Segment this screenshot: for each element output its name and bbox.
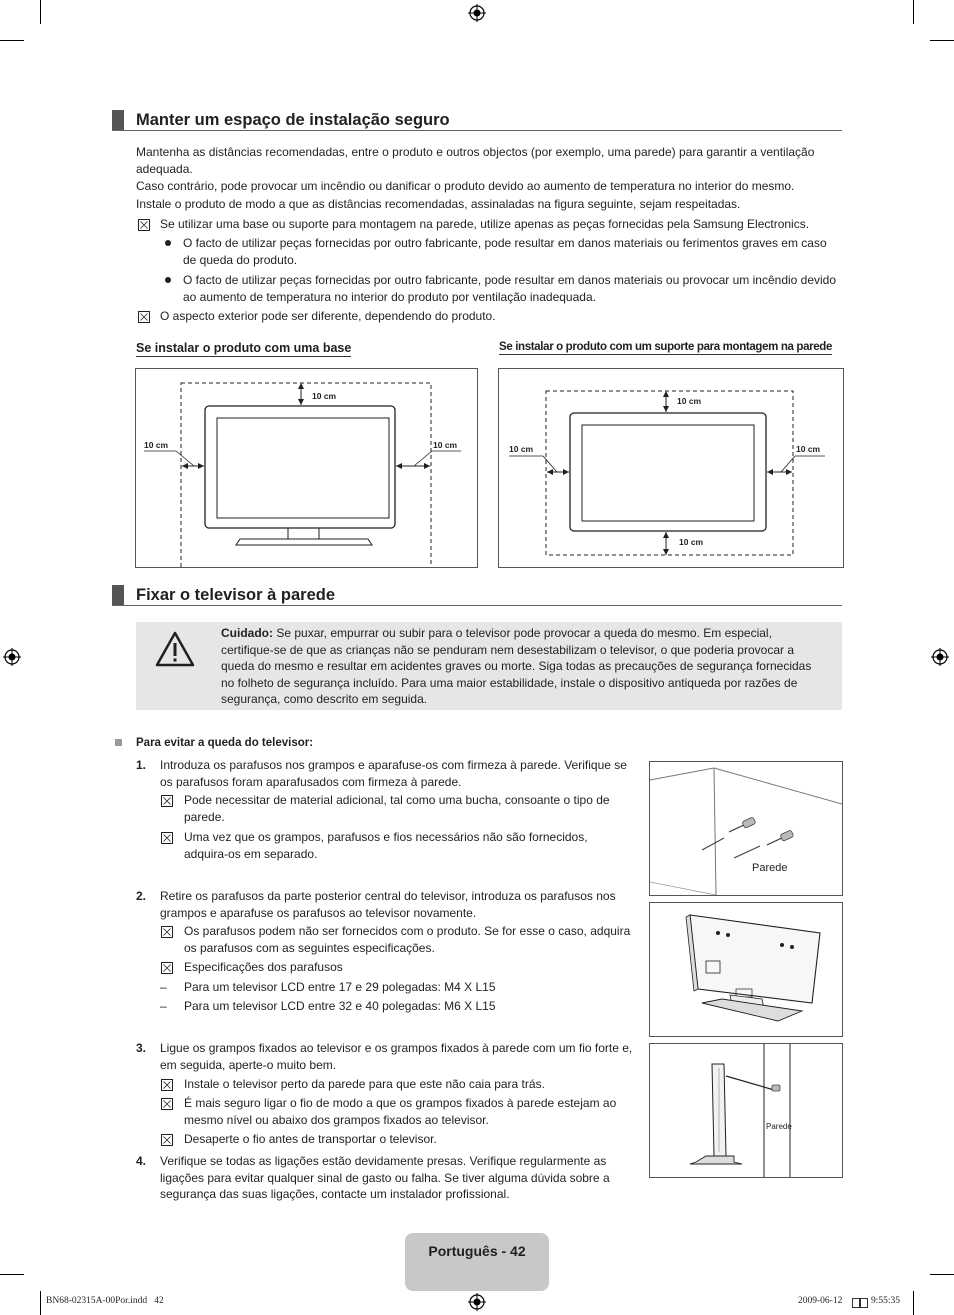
- step-text: Retire os parafusos da parte posterior central do televisor, introduza os parafusos nos grampos e aparafuse os parafusos ao televisor novamente.: [160, 889, 616, 920]
- file-slug: BN68-02315A-00Por.indd 42: [46, 1296, 164, 1306]
- wall-brackets-drawing: [650, 762, 842, 895]
- time-slug: 9:55:35: [871, 1296, 901, 1306]
- registration-mark-icon: [931, 648, 949, 666]
- dash-icon: –: [160, 999, 167, 1013]
- distance-label: 10 cm: [679, 537, 704, 547]
- note-text: Uma vez que os grampos, parafusos e fios necessários não são fornecidos, adquira-os em separado.: [184, 830, 588, 861]
- crop-mark: [40, 0, 41, 24]
- caution-text: Se puxar, empurrar ou subir para o televisor pode provocar a queda do mesmo. Em especial, certifique-se de que as crianças não se penduram nem desestabilizam o televisor, o que poderia provocar a queda do mesmo e resultar em acidentes graves ou morte. Siga todas as precauções de segurança fornecidas no folheto de segurança incluído. Para uma maior estabilidade, instale o dispositivo antiqueda por razões de segurança, como descrito em seguida.: [221, 626, 812, 706]
- note-text: Se utilizar uma base ou suporte para montagem na parede, utilize apenas as peças fornecidas pela Samsung Electronics.: [160, 217, 810, 231]
- crop-mark: [913, 1291, 914, 1315]
- crop-mark: [0, 1274, 24, 1275]
- step-text: Introduza os parafusos nos grampos e aparafuse-os com firmeza à parede. Verifique se os parafusos foram aparafusados com firmeza à parede.: [160, 758, 627, 789]
- section-title-text: Fixar o televisor à parede: [136, 586, 336, 604]
- figure-tv-back: [649, 902, 843, 1037]
- warning-icon: [154, 630, 196, 668]
- section-title: [112, 585, 842, 606]
- bullet-icon: [165, 240, 171, 246]
- figure-wall-title: Se instalar o produto com um suporte para montagem na parede: [499, 341, 833, 353]
- crop-mark: [930, 40, 954, 41]
- distance-label: 10 cm: [796, 444, 821, 454]
- step-number: 3.: [136, 1041, 147, 1055]
- glyph-box-icon: [860, 1298, 868, 1308]
- paragraph: Caso contrário, pode provocar um incêndio ou danificar o produto devido ao aumento de temperatura no interior do mesmo.: [136, 179, 795, 193]
- caution-label: Cuidado:: [221, 626, 273, 640]
- steps-heading: Para evitar a queda do televisor:: [136, 737, 314, 749]
- step-text: Ligue os grampos fixados ao televisor e os grampos fixados à parede com um fio forte e, em seguida, aperte-o muito bem.: [160, 1041, 633, 1072]
- note-text: Desaperte o fio antes de transportar o televisor.: [184, 1132, 437, 1146]
- registration-mark-icon: [468, 4, 486, 22]
- bullet-text: O facto de utilizar peças fornecidas por outro fabricante, pode resultar em danos materiais ou ferimentos graves em caso de queda do produto.: [183, 236, 827, 267]
- registration-mark-icon: [468, 1293, 486, 1311]
- note-icon: [161, 1079, 173, 1091]
- note-icon: [138, 311, 150, 323]
- note-icon: [161, 962, 173, 974]
- crop-mark: [913, 0, 914, 24]
- step-number: 4.: [136, 1154, 147, 1168]
- stand-tv-drawing: [136, 369, 477, 567]
- tv-back-drawing: [650, 903, 842, 1036]
- crop-mark: [40, 1291, 41, 1315]
- section-title-text: Manter um espaço de instalação seguro: [136, 111, 450, 129]
- figure-stand-title: Se instalar o produto com uma base: [136, 341, 352, 355]
- square-bullet-icon: [115, 739, 122, 746]
- page-number-tab: [405, 1233, 549, 1291]
- spec-item: Para um televisor LCD entre 32 e 40 polegadas: M6 X L15: [184, 999, 496, 1013]
- figure-stand: [135, 368, 478, 568]
- tv-side-drawing: [650, 1044, 842, 1177]
- dash-icon: –: [160, 980, 167, 994]
- figure-wall-mount: [498, 368, 844, 568]
- paragraph: Instale o produto de modo a que as distâncias recomendadas, assinaladas na figura seguinte, sejam respeitadas.: [136, 197, 741, 211]
- note-icon: [161, 795, 173, 807]
- date-slug: 2009-06-12: [798, 1296, 843, 1306]
- note-text: Especificações dos parafusos: [184, 960, 343, 974]
- section-title: [112, 110, 842, 131]
- distance-label: 10 cm: [312, 391, 337, 401]
- distance-label: 10 cm: [677, 396, 702, 406]
- figure-tv-side: [649, 1043, 843, 1178]
- distance-label: 10 cm: [144, 440, 169, 450]
- step-number: 1.: [136, 758, 147, 772]
- wall-label: Parede: [766, 1122, 792, 1131]
- note-text: Os parafusos podem não ser fornecidos com o produto. Se for esse o caso, adquira os parafusos com as seguintes especificações.: [184, 924, 631, 955]
- paragraph: Mantenha as distâncias recomendadas, entre o produto e outros objectos (por exemplo, uma parede) para garantir a ventilação adequada.: [136, 145, 815, 176]
- wall-label: Parede: [752, 862, 788, 874]
- note-icon: [161, 1098, 173, 1110]
- bullet-text: O facto de utilizar peças fornecidas por outro fabricante, pode resultar em danos materiais ou provocar um incêndio devido ao aumento de temperatura no interior do produto por ventilação inadequada.: [183, 273, 837, 304]
- note-icon: [138, 219, 150, 231]
- crop-mark: [930, 1274, 954, 1275]
- page-label: Português - 42: [428, 1243, 526, 1259]
- section-title-bar: [112, 110, 124, 130]
- note-icon: [161, 832, 173, 844]
- figure-wall-brackets: [649, 761, 843, 896]
- section-title-bar: [112, 585, 124, 605]
- step-text: Verifique se todas as ligações estão devidamente presas. Verifique regularmente as ligações para evitar qualquer sinal de gasto ou falha. Se tiver alguma dúvida sobre a segurança das suas ligações, contacte um instalador profissional.: [160, 1154, 610, 1201]
- note-text: Instale o televisor perto da parede para que este não caia para trás.: [184, 1077, 545, 1091]
- step-number: 2.: [136, 889, 147, 903]
- wall-tv-drawing: [499, 369, 843, 567]
- spec-item: Para um televisor LCD entre 17 e 29 polegadas: M4 X L15: [184, 980, 496, 994]
- bullet-icon: [165, 277, 171, 283]
- distance-label: 10 cm: [509, 444, 534, 454]
- note-text: O aspecto exterior pode ser diferente, dependendo do produto.: [160, 309, 496, 323]
- note-icon: [161, 1134, 173, 1146]
- note-text: É mais seguro ligar o fio de modo a que os grampos fixados à parede estejam ao mesmo nível ou abaixo dos grampos fixados ao televisor.: [184, 1096, 617, 1127]
- caution-box: [136, 622, 842, 710]
- note-icon: [161, 926, 173, 938]
- distance-label: 10 cm: [433, 440, 458, 450]
- note-text: Pode necessitar de material adicional, tal como uma bucha, consoante o tipo de parede.: [184, 793, 610, 824]
- crop-mark: [0, 40, 24, 41]
- registration-mark-icon: [3, 648, 21, 666]
- glyph-box-icon: [852, 1298, 860, 1308]
